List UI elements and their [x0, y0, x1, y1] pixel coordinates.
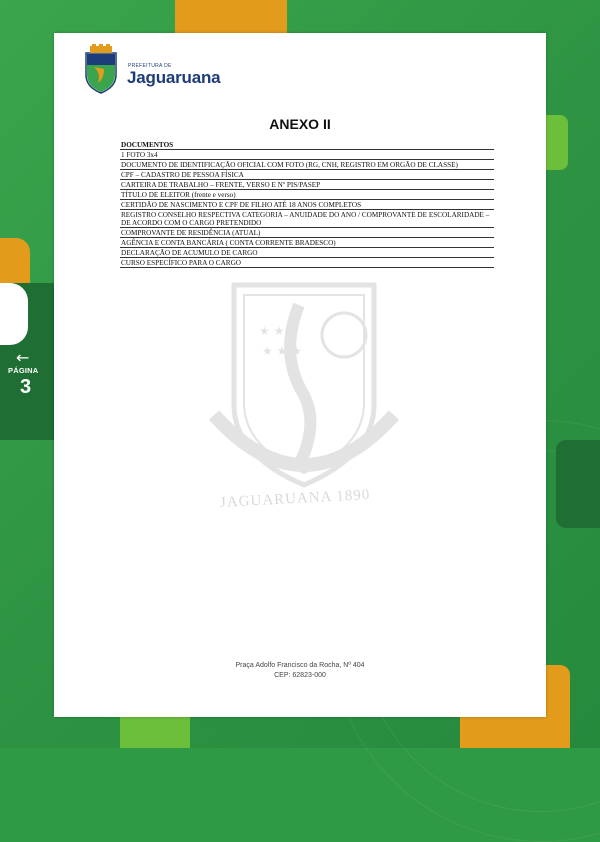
table-row: [120, 180, 494, 190]
document-item: DECLARAÇÃO DE ACUMULO DE CARGO: [120, 248, 494, 258]
table-row: [120, 210, 494, 228]
accent-green-right: [546, 115, 568, 170]
accent-orange-bottom-right: [546, 665, 570, 720]
table-row: [120, 228, 494, 238]
table-row: [120, 190, 494, 200]
table-row: [120, 248, 494, 258]
city-crest-icon: [80, 43, 122, 95]
accent-orange-top: [175, 0, 287, 33]
footer-address: Praça Adolfo Francisco da Rocha, Nº 404: [235, 662, 365, 669]
prefeitura-logo: [80, 43, 240, 95]
page-number: 3: [20, 376, 32, 398]
document-item: CPF – CADASTRO DE PESSOA FÍSICA: [120, 170, 494, 180]
document-item: 1 FOTO 3x4: [120, 150, 494, 160]
document-title: ANEXO II: [269, 116, 331, 132]
documents-table: [120, 140, 494, 268]
table-row: [120, 258, 494, 268]
table-row: [120, 160, 494, 170]
table-row: [120, 170, 494, 180]
table-header-row: [120, 140, 494, 150]
svg-text:★ ★ ★: ★ ★ ★: [259, 324, 299, 338]
document-item: DOCUMENTO DE IDENTIFICAÇÃO OFICIAL COM FOTO (RG, CNH, REGISTRO EM ORGÃO DE CLASSE): [120, 160, 494, 170]
document-item: CURSO ESPECÍFICO PARA O CARGO: [120, 258, 494, 268]
accent-orange-bottom: [460, 717, 570, 748]
document-item: COMPROVANTE DE RESIDÊNCIA (ATUAL): [120, 228, 494, 238]
back-arrow-icon[interactable]: ←: [16, 348, 30, 367]
footer-cep: CEP: 62823-000: [274, 672, 326, 679]
document-item: TÍTULO DE ELEITOR (frente e verso): [120, 190, 494, 200]
logo-city-name: Jaguaruana: [127, 68, 221, 87]
table-row: [120, 238, 494, 248]
accent-green-bottom: [120, 717, 190, 748]
accent-orange-left: [0, 238, 30, 286]
document-item: AGÊNCIA E CONTA BANCÁRIA ( CONTA CORRENTE BRADESCO): [120, 238, 494, 248]
watermark-text: JAGUARUANA 1890: [219, 487, 371, 511]
table-row: [120, 200, 494, 210]
document-item: REGISTRO CONSELHO RESPECTIVA CATEGORIA – ANUIDADE DO ANO / COMPROVANTE DE ESCOLARIDADE – DE ACORDO COM O CARGO PRETENDIDO: [120, 210, 494, 228]
accent-dark-right: [556, 440, 600, 528]
svg-text:★ ★ ★: ★ ★ ★: [262, 344, 302, 358]
page-tab-corner: [0, 283, 28, 345]
document-item: CARTEIRA DE TRABALHO – FRENTE, VERSO E Nº PIS/PASEP: [120, 180, 494, 190]
document-page: [54, 33, 546, 717]
document-item: CERTIDÃO DE NASCIMENTO E CPF DE FILHO ATÉ 18 ANOS COMPLETOS: [120, 200, 494, 210]
page-label: PÁGINA: [8, 366, 39, 375]
table-row: [120, 150, 494, 160]
crest-watermark: [204, 265, 404, 495]
document-footer: [54, 661, 546, 681]
table-header-cell: DOCUMENTOS: [120, 140, 494, 150]
logo-subtitle: PREFEITURA DE: [128, 63, 172, 69]
